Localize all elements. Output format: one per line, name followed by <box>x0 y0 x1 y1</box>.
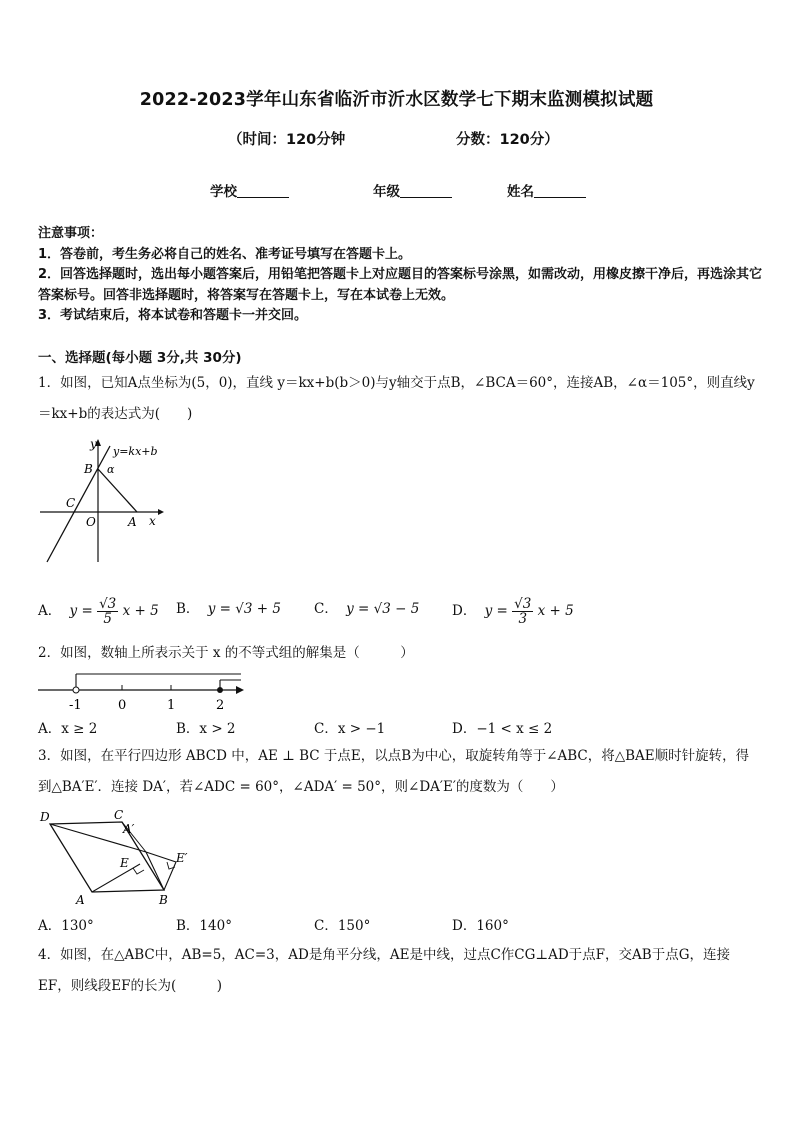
question-4-text: 4．如图，在△ABC中，AB=5，AC=3，AD是角平分线，AE是中线，过点C作CG⊥AD于点F，交AB于点G，连接EF，则线段EF的长为( ) <box>38 947 730 994</box>
fig1-point-a: A <box>128 515 137 529</box>
fig3-point-c: C <box>114 808 124 822</box>
fig3-point-e-prime: E′ <box>176 851 188 865</box>
time-label: （时间：120分钟 <box>228 132 346 148</box>
fig3-point-d: D <box>40 810 50 824</box>
tick-label-2: 2 <box>216 698 225 713</box>
q2-option-c: C．x > −1 <box>314 721 386 737</box>
tick-label-1: 1 <box>167 698 176 713</box>
fig3-point-b: B <box>159 893 168 907</box>
q2-option-b: B．x > 2 <box>176 721 236 737</box>
number-line-figure <box>36 668 248 714</box>
question-1-figure <box>36 436 166 566</box>
q1-option-d: D． y = $\frac{√3}{3}$ x + 5 <box>452 596 574 627</box>
question-1-text: 1．如图，已知A点坐标为(5，0)，直线 y＝kx+b(b＞0)与y轴交于点B，∠BCA＝60°，连接AB，∠α＝105°，则直线y＝kx+b的表达式为( ) <box>38 375 755 422</box>
page-title: 2022-2023学年山东省临沂市沂水区数学七下期末监测模拟试题 <box>139 90 654 110</box>
notes-heading: 注意事项： <box>38 226 104 241</box>
fig3-point-a-prime: A′ <box>123 822 135 836</box>
fig1-line-label: y=kx+b <box>113 445 158 458</box>
q1-option-c: C． y = √3 − 5 <box>314 601 420 617</box>
fig1-x-label: x <box>149 514 156 528</box>
q1-option-a: A． y = $\frac{√3}{5}$ x + 5 <box>38 596 159 627</box>
q3-option-c: C．150° <box>314 918 371 934</box>
q1-option-b: B． y = √3 + 5 <box>176 601 281 617</box>
q3-option-b: B．140° <box>176 918 232 934</box>
grade-field: 年级 <box>373 180 452 200</box>
question-2-text: 2．如图，数轴上所表示关于 x 的不等式组的解集是（ ） <box>38 645 414 661</box>
fig1-origin: O <box>86 515 96 529</box>
fig3-point-a: A <box>76 893 85 907</box>
score-label: 分数：120分） <box>456 132 559 148</box>
fig1-alpha: α <box>107 463 115 476</box>
fig3-point-e: E <box>120 856 129 870</box>
fig1-point-b: B <box>84 462 93 476</box>
question-3-text: 3．如图，在平行四边形 ABCD 中，AE ⊥ BC 于点E，以点B为中心，取旋转角等于∠ABC，将△BAE顺时针旋转，得到△BA′E′．连接 DA′，若∠ADC = 60°，∠ADA′ = 50°，则∠DA′E′的度数为（ ） <box>38 748 750 795</box>
tick-label-0: 0 <box>118 698 127 713</box>
q2-option-a: A．x ≥ 2 <box>38 721 98 737</box>
note-item-3: 3．考试结束后，将本试卷和答题卡一并交回。 <box>38 308 308 323</box>
tick-label-neg1: -1 <box>69 698 82 713</box>
note-item-2: 2．回答选择题时，选出每小题答案后，用铅笔把答题卡上对应题目的答案标号涂黑，如需改动，用橡皮擦干净后，再选涂其它答案标号。回答非选择题时，将答案写在答题卡上，写在本试卷上无效。 <box>38 267 763 303</box>
notes-block <box>38 224 763 327</box>
fig1-y-label: y <box>90 437 97 451</box>
q3-option-d: D．160° <box>452 918 509 934</box>
section-heading: 一、选择题(每小题 3分,共 30分) <box>38 350 242 366</box>
note-item-1: 1．答卷前，考生务必将自己的姓名、准考证号填写在答题卡上。 <box>38 246 412 262</box>
fig1-point-c: C <box>66 496 76 510</box>
q2-option-d: D．−1 < x ≤ 2 <box>452 721 553 737</box>
name-field: 姓名 <box>507 180 586 200</box>
question-3-figure <box>36 806 196 910</box>
school-field: 学校 <box>210 180 289 200</box>
q3-option-a: A．130° <box>38 918 94 934</box>
